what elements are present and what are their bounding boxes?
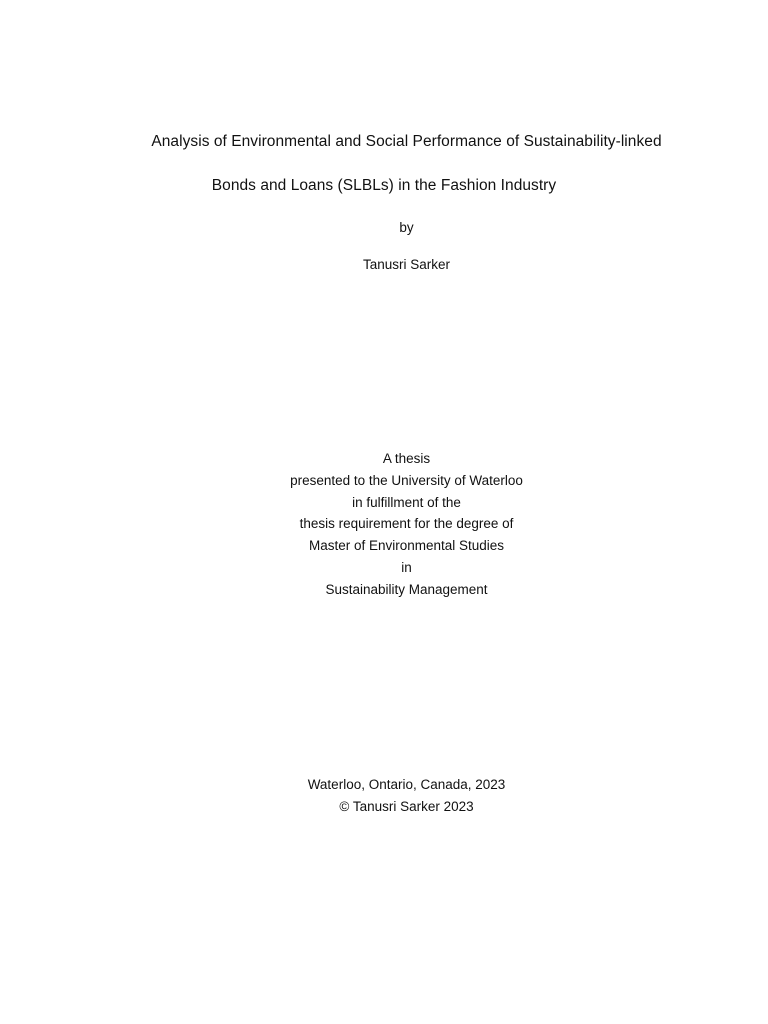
byline: by xyxy=(399,220,414,235)
thesis-title-line-2: Bonds and Loans (SLBLs) in the Fashion Industry xyxy=(211,177,557,194)
thesis-statement-line: thesis requirement for the degree of xyxy=(299,516,514,532)
thesis-statement-line: in fulfillment of the xyxy=(352,494,461,510)
copyright-notice: © Tanusri Sarker 2023 xyxy=(339,799,474,814)
author-name: Tanusri Sarker xyxy=(362,257,451,272)
degree-name: Master of Environmental Studies xyxy=(308,538,505,554)
program-name: Sustainability Management xyxy=(325,581,488,597)
publication-info xyxy=(0,774,768,818)
thesis-statement-line: A thesis xyxy=(382,451,431,466)
location-year: Waterloo, Ontario, Canada, 2023 xyxy=(307,777,506,792)
thesis-statement-line: presented to the University of Waterloo xyxy=(290,472,523,488)
thesis-statement-line: in xyxy=(401,559,412,575)
thesis-title-line-1: Analysis of Environmental and Social Performance of Sustainability-linked xyxy=(151,133,662,150)
thesis-statement xyxy=(0,448,768,601)
